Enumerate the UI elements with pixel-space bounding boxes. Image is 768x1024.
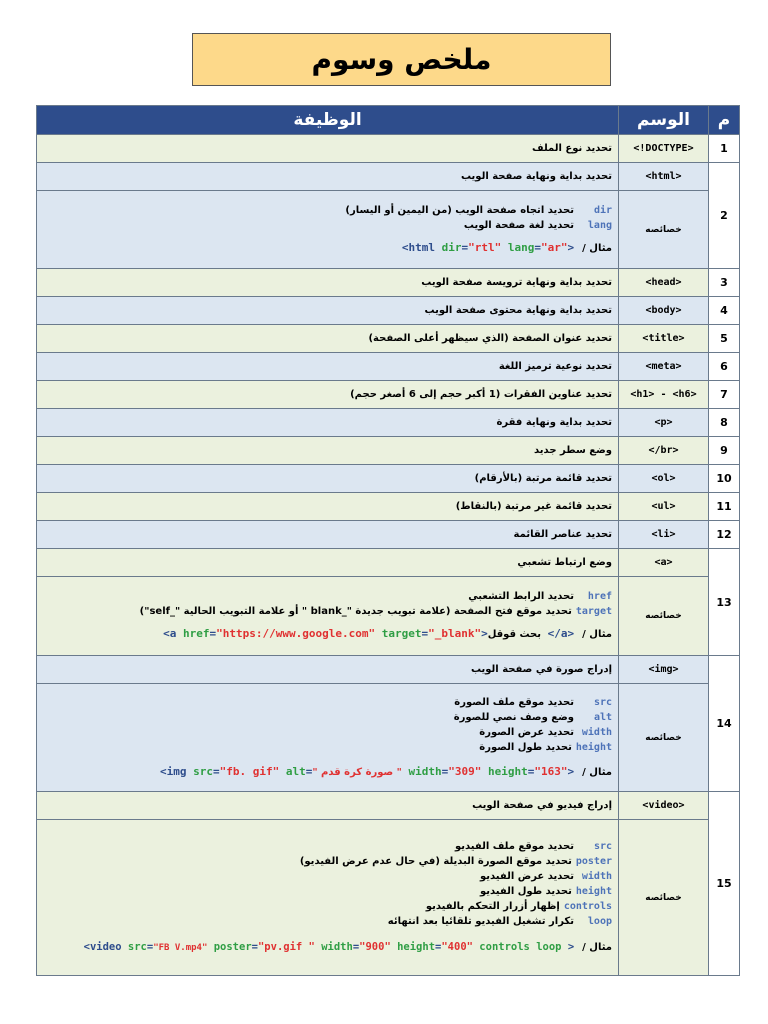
header-row xyxy=(37,106,740,135)
attr-desc: تحديد طول الصورة xyxy=(479,741,572,753)
attr-desc: تحديد عرض الفيديو xyxy=(480,870,574,882)
table-row xyxy=(37,269,740,297)
attr-desc: تحديد موقع فتح الصفحة (علامة تبويب جديدة "_blank " أو علامة التبويب الحالية "_self") xyxy=(139,606,572,617)
example-label: مثال / xyxy=(582,941,612,953)
attr-line xyxy=(43,218,612,233)
row-func: تحديد بداية ونهاية ترويسة صفحة الويب xyxy=(37,269,619,297)
row-num: 7 xyxy=(709,381,740,409)
header-tag: الوسم xyxy=(619,106,709,135)
row-func: تحديد قائمة غير مرتبة (بالنقاط) xyxy=(37,493,619,521)
table-row xyxy=(37,493,740,521)
row-num: 8 xyxy=(709,409,740,437)
attr-desc: تحديد الرابط التشعبي xyxy=(468,591,574,602)
row-num: 1 xyxy=(709,135,740,163)
table-row xyxy=(37,163,740,191)
attr-line xyxy=(43,725,612,740)
row-tag: <a> xyxy=(619,549,709,577)
example-label: مثال / xyxy=(582,766,612,778)
header-func: الوظيفة xyxy=(37,106,619,135)
row-num: 11 xyxy=(709,493,740,521)
a-example xyxy=(43,627,612,643)
video-example xyxy=(43,941,612,957)
row-num: 2 xyxy=(709,163,740,269)
page-title: ملخص وسوم xyxy=(311,43,492,76)
img-attrs xyxy=(37,684,619,792)
row-func: تحديد عنوان الصفحة (الذي سيظهر أعلى الصفحة) xyxy=(37,325,619,353)
row-tag: <!DOCTYPE> xyxy=(619,135,709,163)
row-num: 15 xyxy=(709,792,740,976)
attr-desc: وضع وصف نصي للصورة xyxy=(453,711,574,723)
attr-desc: تحديد موقع الصورة البديلة (في حال عدم عرض الفيديو) xyxy=(299,855,572,867)
row-func: تحديد بداية ونهاية محتوى صفحة الويب xyxy=(37,297,619,325)
attr-line xyxy=(43,854,612,869)
attr-name: dir xyxy=(593,204,612,216)
row-func: تحديد عناصر القائمة xyxy=(37,521,619,549)
row-tag: <video> xyxy=(619,792,709,820)
html-attrs xyxy=(37,191,619,269)
attr-line xyxy=(43,710,612,725)
attr-desc: تحديد عرض الصورة xyxy=(479,726,574,738)
attr-desc: تحديد لغة صفحة الويب xyxy=(463,219,574,231)
row-tag: <li> xyxy=(619,521,709,549)
attr-name: height xyxy=(575,741,612,753)
row-func: تحديد بداية ونهاية فقرة xyxy=(37,409,619,437)
attr-line xyxy=(43,695,612,710)
row-num: 12 xyxy=(709,521,740,549)
title-box xyxy=(192,33,611,86)
example-code: <a href="https://www.google.com" target="_blank">بحث قوقل </a> xyxy=(163,627,575,640)
table-row xyxy=(37,297,740,325)
attr-line xyxy=(43,869,612,884)
attr-label: خصائصه xyxy=(619,820,709,976)
attr-desc: إظهار أزرار التحكم بالفيديو xyxy=(425,900,560,912)
row-func: تحديد عناوين الفقرات (1 أكبر حجم إلى 6 أصغر حجم) xyxy=(37,381,619,409)
attr-line xyxy=(43,203,612,218)
attr-line xyxy=(43,740,612,755)
attr-name: alt xyxy=(593,711,612,723)
table-row xyxy=(37,792,740,820)
attr-line xyxy=(43,839,612,854)
attr-row xyxy=(37,820,740,976)
row-tag: <ol> xyxy=(619,465,709,493)
attr-desc: تحديد موقع ملف الصورة xyxy=(454,696,574,708)
html-example xyxy=(43,241,612,257)
attr-row xyxy=(37,684,740,792)
example-code: <html dir="rtl" lang="ar"> xyxy=(401,240,575,254)
row-func: تحديد بداية ونهاية صفحة الويب xyxy=(37,163,619,191)
attr-name: lang xyxy=(587,219,612,231)
attr-label: خصائصه xyxy=(619,684,709,792)
tags-table xyxy=(36,105,740,976)
row-func: وضع ارتباط تشعبي xyxy=(37,549,619,577)
attr-desc: تحديد طول الفيديو xyxy=(480,885,572,897)
row-num: 13 xyxy=(709,549,740,656)
table-row xyxy=(37,437,740,465)
table-row xyxy=(37,353,740,381)
table-row xyxy=(37,549,740,577)
table-row xyxy=(37,381,740,409)
attr-name: loop xyxy=(587,915,612,927)
attr-line xyxy=(43,589,612,604)
row-num: 6 xyxy=(709,353,740,381)
example-label: مثال / xyxy=(582,242,612,254)
table-row xyxy=(37,409,740,437)
row-tag: <img> xyxy=(619,656,709,684)
row-tag: <meta> xyxy=(619,353,709,381)
row-func: إدراج صورة في صفحة الويب xyxy=(37,656,619,684)
img-example xyxy=(43,765,612,781)
row-func: وضع سطر جديد xyxy=(37,437,619,465)
row-num: 10 xyxy=(709,465,740,493)
attr-line xyxy=(43,899,612,914)
row-num: 9 xyxy=(709,437,740,465)
attr-name: src xyxy=(593,840,612,852)
row-num: 3 xyxy=(709,269,740,297)
attr-desc: تكرار تشغيل الفيديو تلقائيا بعد انتهائه xyxy=(387,915,574,927)
example-label: مثال / xyxy=(582,629,612,640)
row-num: 4 xyxy=(709,297,740,325)
example-code: <video src="FB V.mp4" poster="pv.gif " width="900" height="400" controls loop > xyxy=(83,940,575,953)
attr-name: target xyxy=(575,606,612,617)
attr-name: href xyxy=(587,591,612,602)
row-tag: <head> xyxy=(619,269,709,297)
example-code: <img src="fb. gif" alt=" صورة كرة قدم " width="309" height="163"> xyxy=(159,764,575,778)
attr-label: خصائصه xyxy=(619,191,709,269)
attr-row xyxy=(37,191,740,269)
attr-name: poster xyxy=(575,855,612,867)
row-tag: <p> xyxy=(619,409,709,437)
attr-name: height xyxy=(575,885,612,897)
attr-row xyxy=(37,577,740,656)
row-func: إدراج فيديو في صفحة الويب xyxy=(37,792,619,820)
row-func: تحديد قائمة مرتبة (بالأرقام) xyxy=(37,465,619,493)
row-tag: <h1> - <h6> xyxy=(619,381,709,409)
attr-name: controls xyxy=(563,900,612,912)
attr-line xyxy=(43,604,612,619)
row-tag: <body> xyxy=(619,297,709,325)
attr-line xyxy=(43,884,612,899)
attr-label: خصائصه xyxy=(619,577,709,656)
row-tag: <html> xyxy=(619,163,709,191)
attr-name: width xyxy=(581,726,612,738)
row-tag: <title> xyxy=(619,325,709,353)
row-num: 5 xyxy=(709,325,740,353)
table-row xyxy=(37,135,740,163)
row-tag: </br> xyxy=(619,437,709,465)
row-func: تحديد نوع الملف xyxy=(37,135,619,163)
header-num: م xyxy=(709,106,740,135)
row-num: 14 xyxy=(709,656,740,792)
attr-line xyxy=(43,914,612,929)
attr-name: src xyxy=(593,696,612,708)
row-func: تحديد نوعية ترميز اللغة xyxy=(37,353,619,381)
row-tag: <ul> xyxy=(619,493,709,521)
table-row xyxy=(37,521,740,549)
table-row xyxy=(37,656,740,684)
attr-desc: تحديد موقع ملف الفيديو xyxy=(455,840,574,852)
table-row xyxy=(37,465,740,493)
a-attrs xyxy=(37,577,619,656)
attr-desc: تحديد اتجاه صفحة الويب (من اليمين أو اليسار) xyxy=(345,204,574,216)
video-attrs xyxy=(37,820,619,976)
table-row xyxy=(37,325,740,353)
attr-name: width xyxy=(581,870,612,882)
